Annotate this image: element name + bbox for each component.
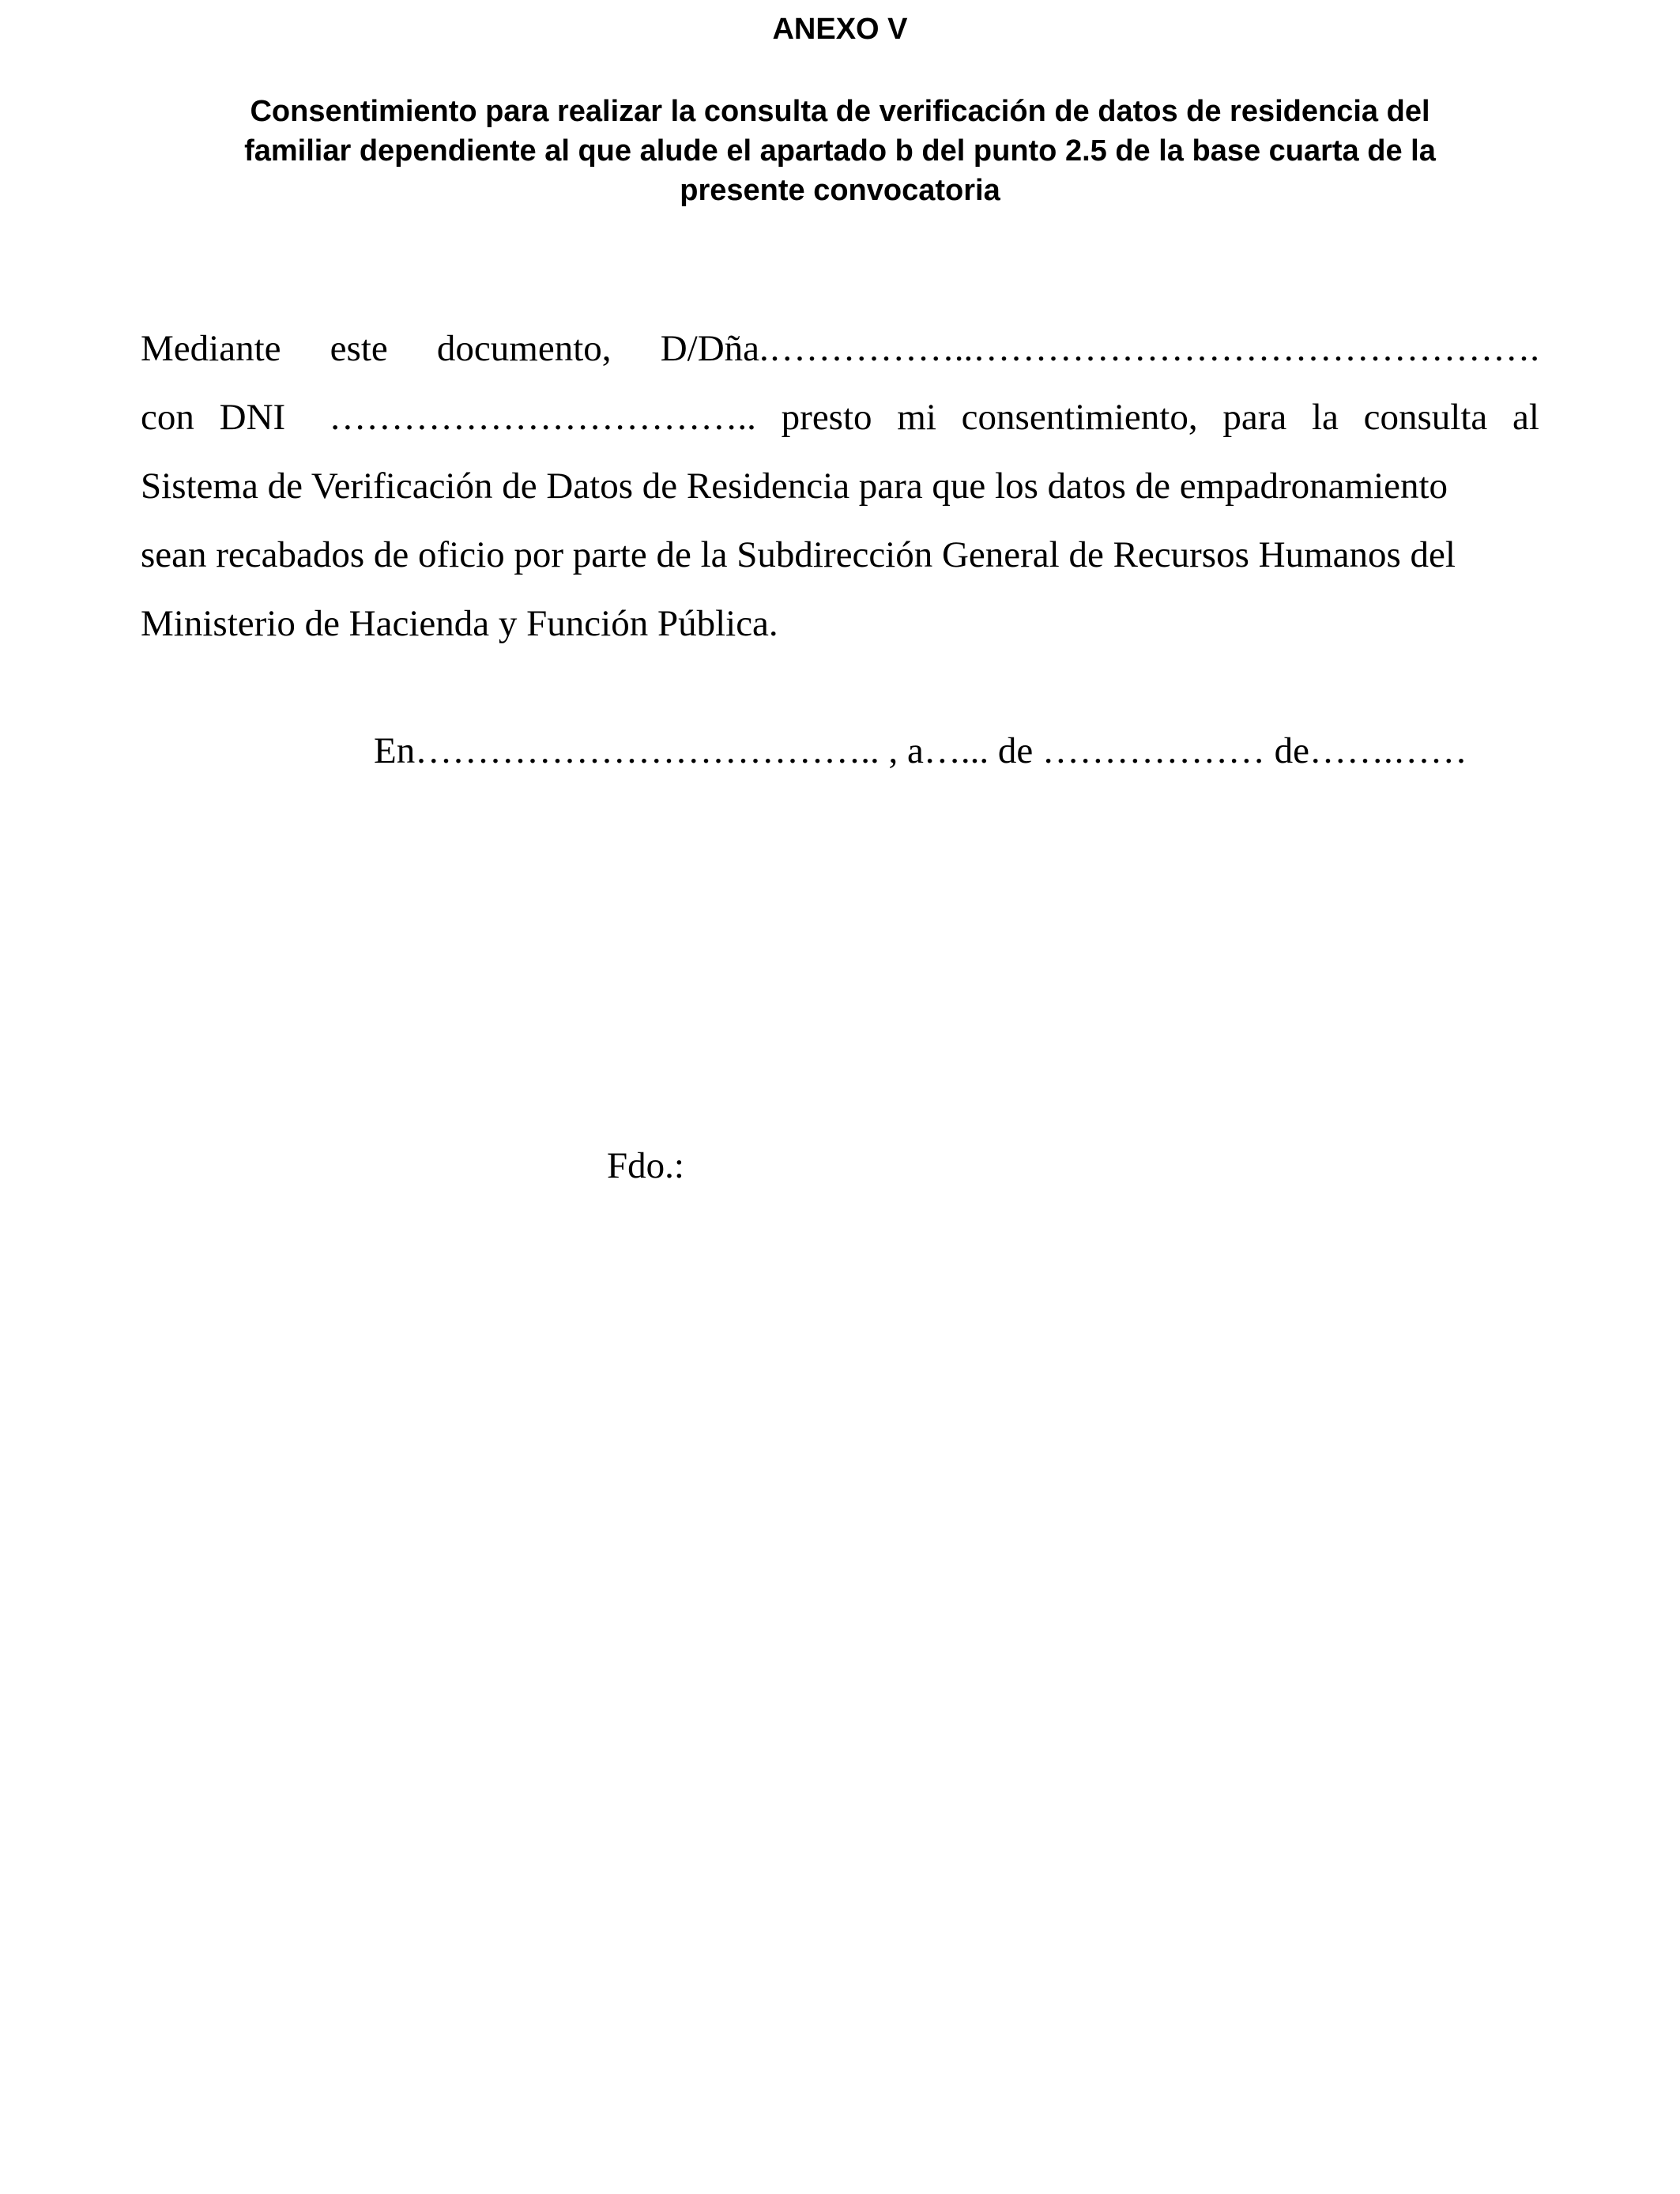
signature-label: Fdo.:: [607, 1145, 684, 1186]
paragraph-word: al: [1512, 397, 1539, 438]
subtitle-line: presente convocatoria: [680, 174, 1000, 207]
paragraph-word: DNI: [219, 397, 286, 438]
subtitle-line: Consentimiento para realizar la consulta de verificación de datos de residencia del: [250, 95, 1430, 128]
paragraph-word: con: [141, 397, 194, 438]
paragraph-word: consulta: [1363, 397, 1488, 438]
paragraph-word: la: [1311, 397, 1339, 438]
paragraph-word: para: [1222, 397, 1287, 438]
paragraph-line: Sistema de Verificación de Datos de Residencia para que los datos de empadronamiento: [141, 466, 1448, 507]
paragraph-line: [141, 315, 1539, 383]
dni-blank: ……………………………..: [310, 397, 756, 438]
paragraph-line: Ministerio de Hacienda y Función Pública.: [141, 603, 778, 644]
paragraph-line: sean recabados de oficio por parte de la Subdirección General de Recursos Humanos del: [141, 534, 1456, 575]
consent-paragraph: [141, 315, 1539, 658]
name-blank: D/Dña.……………..……………………………………….: [660, 328, 1539, 369]
document-subtitle: [0, 92, 1680, 210]
paragraph-word: consentimiento,: [961, 397, 1198, 438]
paragraph-word: mi: [897, 397, 936, 438]
place-date-line: En……………………………….. , a…... de ……………… de…….……: [374, 730, 1467, 771]
paragraph-line: [141, 383, 1539, 452]
annex-title: ANEXO V: [772, 13, 908, 46]
paragraph-word: presto: [781, 397, 872, 438]
paragraph-word: documento,: [436, 328, 612, 369]
subtitle-line: familiar dependiente al que alude el apartado b del punto 2.5 de la base cuarta de la: [244, 134, 1436, 168]
paragraph-word: Mediante: [141, 328, 281, 369]
paragraph-word: este: [330, 328, 388, 369]
